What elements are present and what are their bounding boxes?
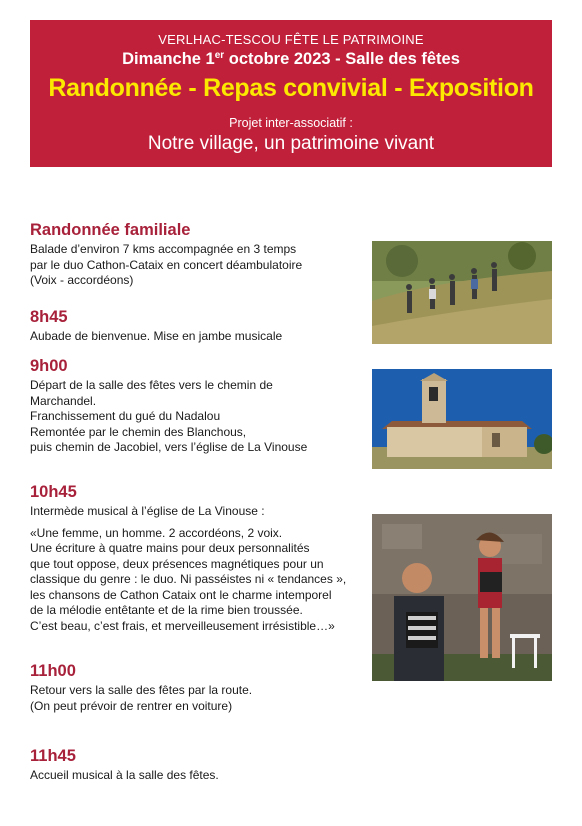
church-illustration <box>372 369 552 469</box>
quote-line: «Une femme, un homme. 2 accordéons, 2 voix. <box>30 525 283 540</box>
section-title: 10h45 <box>30 483 77 501</box>
section-randonnee <box>30 221 370 289</box>
musicians-illustration <box>372 514 552 681</box>
banner-motto: Notre village, un patrimoine vivant <box>147 133 435 154</box>
section-line: puis chemin de Jacobiel, vers l’église de La Vinouse <box>30 440 308 454</box>
section-title: 8h45 <box>30 308 68 326</box>
section-line: (On peut prévoir de rentrer en voiture) <box>30 698 233 713</box>
banner-kicker: VERLHAC-TESCOU FÊTE LE PATRIMOINE <box>158 32 424 47</box>
section-line: Marchandel. <box>30 393 97 408</box>
banner-date-prefix: Dimanche 1 <box>122 50 215 68</box>
section-line: Accueil musical à la salle des fêtes. <box>30 768 219 782</box>
section-line: Départ de la salle des fêtes vers le chemin de <box>30 378 273 392</box>
quote-line: Une écriture à quatre mains pour deux personnalités <box>30 541 310 555</box>
banner-date <box>30 50 552 69</box>
banner-headline: Randonnée - Repas convivial - Exposition <box>48 74 534 102</box>
section-line: Retour vers la salle des fêtes par la route. <box>30 683 253 697</box>
hikers-photo <box>372 241 552 344</box>
section-8h45 <box>30 308 370 345</box>
section-line: Remontée par le chemin des Blanchous, <box>30 424 247 439</box>
musicians-photo <box>372 514 552 681</box>
quote-line: de la mélodie entêtante et de la rime bien troussée. <box>30 603 303 617</box>
quote-line: classique du genre : le duo. Ni passéistes ni « tendances », <box>30 572 347 586</box>
section-title: 11h00 <box>30 662 76 680</box>
section-line: Aubade de bienvenue. Mise en jambe musicale <box>30 329 283 343</box>
banner-date-suffix: octobre 2023 - Salle des fêtes <box>224 50 460 68</box>
quote-line: que tout oppose, deux présences magnétiques pour un <box>30 556 324 571</box>
event-banner <box>30 20 552 167</box>
section-line: (Voix - accordéons) <box>30 273 134 287</box>
section-line: Balade d’environ 7 kms accompagnée en 3 temps <box>30 242 297 256</box>
section-line: par le duo Cathon-Cataix en concert déambulatoire <box>30 257 303 272</box>
section-title: 11h45 <box>30 747 76 765</box>
section-11h00 <box>30 662 370 714</box>
church-photo <box>372 369 552 469</box>
hikers-illustration <box>372 241 552 344</box>
section-title: Randonnée familiale <box>30 221 191 239</box>
section-line: Franchissement du gué du Nadalou <box>30 409 221 423</box>
banner-date-sup: er <box>214 50 225 61</box>
section-line: Intermède musical à l’église de La Vinouse : <box>30 504 265 518</box>
section-10h45 <box>30 483 375 634</box>
quote-line: C’est beau, c’est frais, et merveilleusement irrésistible…» <box>30 618 335 633</box>
section-9h00 <box>30 357 370 456</box>
quote-line: les chansons de Cathon Cataix ont le charme intemporel <box>30 587 332 602</box>
section-title: 9h00 <box>30 357 68 375</box>
banner-project: Projet inter-associatif : <box>229 116 353 130</box>
section-11h45 <box>30 747 370 784</box>
